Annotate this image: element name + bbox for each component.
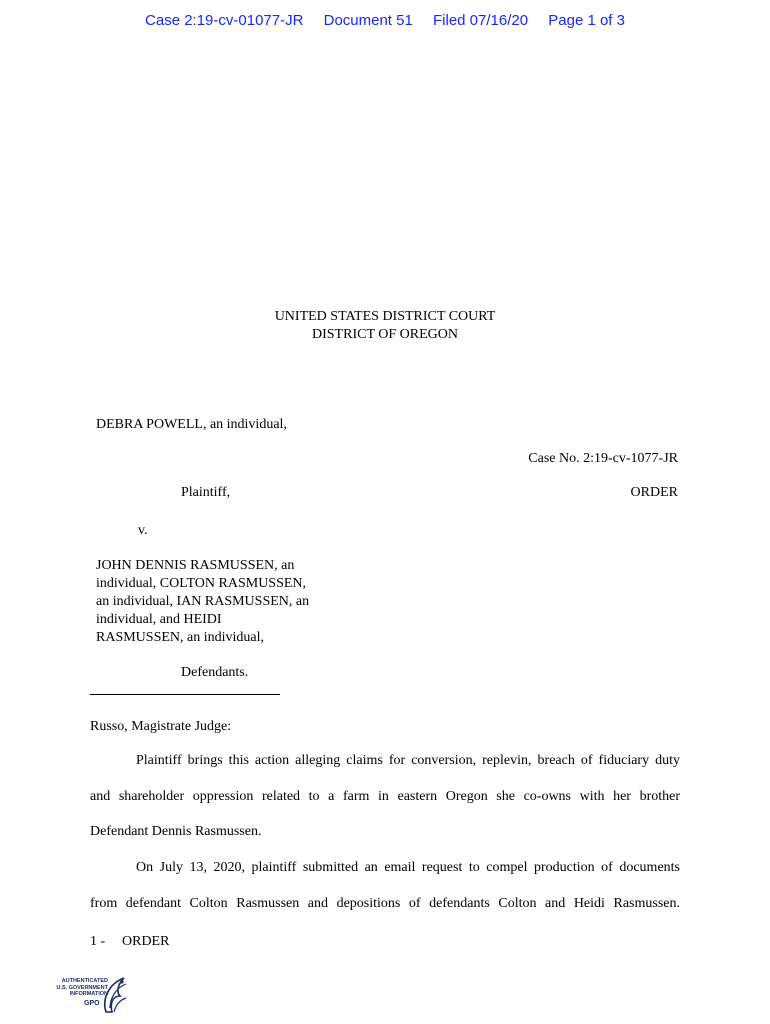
defendant-line: an individual, IAN RASMUSSEN, an — [96, 594, 310, 609]
court-title — [0, 308, 770, 344]
seal-text — [44, 978, 108, 998]
defendants-names — [96, 557, 309, 647]
footer-page-number: 1 - — [90, 934, 106, 949]
defendant-line: individual, and HEIDI — [96, 612, 222, 627]
seal-gpo-label: GPO — [84, 1000, 100, 1007]
page-footer — [90, 933, 169, 951]
case-number: Case No. 2:19-cv-1077-JR — [528, 451, 678, 466]
seal-text-line: U.S. GOVERNMENT — [56, 984, 108, 991]
eagle-icon — [100, 974, 130, 1016]
court-name: UNITED STATES DISTRICT COURT — [274, 309, 496, 324]
gpo-authentication-seal — [44, 972, 134, 1018]
judge-line: Russo, Magistrate Judge: — [90, 719, 232, 734]
body-paragraph-line: and shareholder oppression related to a farm in eastern Oregon she co-owns with her brother — [90, 789, 680, 804]
seal-text-line: INFORMATION — [69, 991, 108, 997]
defendants-label: Defendants. — [181, 665, 249, 680]
defendant-line: JOHN DENNIS RASMUSSEN, an — [96, 558, 295, 573]
body-paragraph-line: Plaintiff brings this action alleging claims for conversion, replevin, breach of fiduciary duty — [136, 753, 680, 768]
seal-text-line: AUTHENTICATED — [61, 978, 108, 984]
versus-label: v. — [138, 523, 148, 538]
document-title: ORDER — [630, 485, 678, 500]
footer-label: ORDER — [122, 934, 170, 949]
plaintiff-label: Plaintiff, — [181, 485, 231, 500]
header-filed-date: Filed 07/16/20 — [433, 12, 529, 29]
body-paragraph-line: Defendant Dennis Rasmussen. — [90, 824, 262, 839]
body-paragraph-line: from defendant Colton Rasmussen and depositions of defendants Colton and Heidi Rasmussen. — [90, 896, 680, 911]
court-district: DISTRICT OF OREGON — [312, 327, 458, 342]
body-paragraph-line: On July 13, 2020, plaintiff submitted an email request to compel production of documents — [136, 860, 680, 875]
header-case-number: Case 2:19-cv-01077-JR — [145, 12, 304, 29]
header-page-number: Page 1 of 3 — [548, 12, 625, 29]
header-document-number: Document 51 — [323, 12, 413, 29]
defendant-line: individual, COLTON RASMUSSEN, — [96, 576, 307, 591]
caption-divider — [90, 694, 280, 695]
defendant-line: RASMUSSEN, an individual, — [96, 630, 265, 645]
ecf-header — [0, 12, 770, 29]
plaintiff-name: DEBRA POWELL, an individual, — [96, 417, 287, 432]
